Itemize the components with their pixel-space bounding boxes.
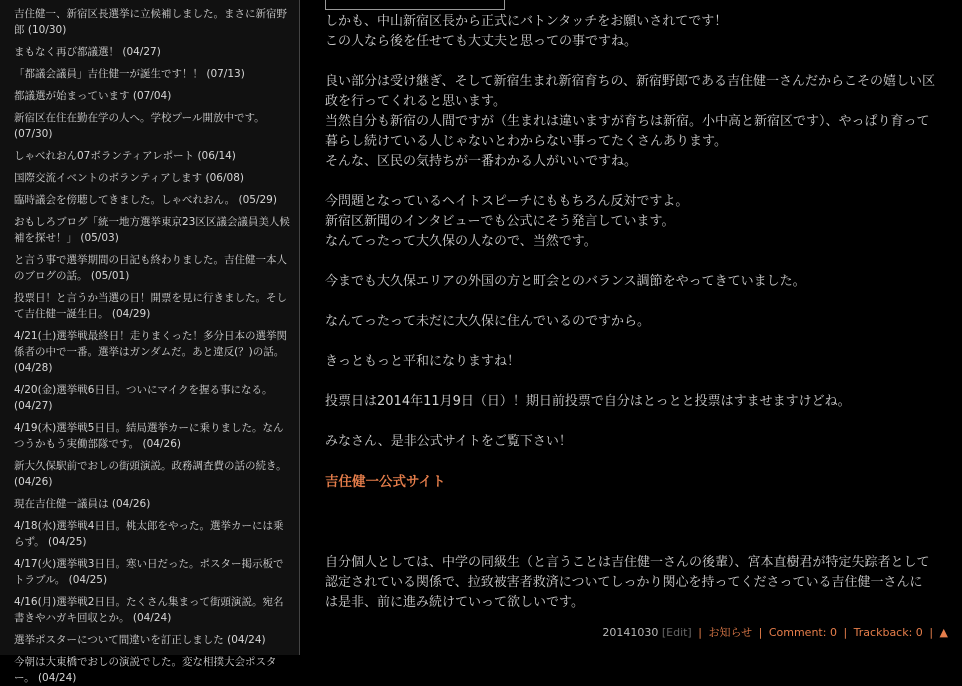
blank-line [325,292,935,312]
sidebar-post-title: 4/17(火)選挙戦3日目。寒い日だった。ポスター掲示板でトラブル。 [14,558,284,586]
article-paragraph: そんな、区民の気持ちが一番わかる人がいいですね。 [325,154,638,169]
sidebar-post-date: (04/24) [37,672,77,684]
blank-line [325,412,935,432]
blank-line [325,52,935,72]
sidebar-post-date: (04/28) [14,362,53,374]
sidebar-post-date: (05/29) [238,194,277,206]
blank-line [325,372,935,392]
sidebar-post-date: (04/25) [48,536,87,548]
top-box-divider [325,0,505,10]
sidebar-post-link[interactable] [14,556,299,588]
sidebar-post-title: 新宿区在住在勤在学の人へ。学校プール開放中です。 [14,112,265,124]
sidebar-post-title: 都議選が始まっています [14,90,130,102]
sidebar-post-date: (04/27) [14,400,53,412]
article-paragraph: 今問題となっているヘイトスピーチにももちろん反対ですよ。 [325,194,689,209]
sidebar-post-link[interactable] [14,110,299,142]
sidebar-post-link[interactable] [14,420,299,452]
sidebar-post-date: (04/26) [14,476,53,488]
sidebar-post-link[interactable] [14,632,299,648]
sidebar-post-date: (06/14) [197,150,236,162]
sidebar-post-title: 臨時議会を傍聴してきました。しゃべれおん。 [14,194,236,206]
sidebar-post-link[interactable] [14,594,299,626]
sidebar-post-title: 選挙ポスターについて間違いを訂正しました [14,634,224,646]
sidebar-post-link[interactable] [14,148,299,164]
blank-line [325,172,935,192]
article-paragraph: 新宿区新聞のインタビューでも公式にそう発言しています。 [325,214,675,229]
sidebar-post-link[interactable] [14,66,299,82]
sidebar-post-title: 4/19(木)選挙戦5日目。結局選挙カーに乗りました。なんつうかもう実働部隊です。 [14,422,284,450]
article-paragraph: しかも、中山新宿区長から正式にバトンタッチをお願いされてです！ [325,14,728,29]
sidebar-post-title: しゃべれおん07ボランティアレポート [14,150,195,162]
sidebar-post-link[interactable] [14,382,299,414]
blank-line [325,332,935,352]
sidebar-post-date: (04/25) [68,574,108,586]
sidebar-post-link[interactable] [14,214,299,246]
article-paragraph: 当然自分も新宿の人間ですが（生まれは違いますが育ちは新宿。小中高と新宿区です）、やっぱり育って暮らし続けている人じゃないとわからない事ってたくさんあります。 [325,114,930,149]
comment-link[interactable]: Comment: 0 [768,626,837,639]
main-content [300,0,962,655]
sidebar-post-date: (04/26) [111,498,151,510]
sidebar-post-title: 投票日！と言うか当選の日！開票を見に行きました。そして吉住健一誕生日。 [14,292,287,320]
sidebar-post-date: (06/08) [205,172,244,184]
sidebar-post-title: 国際交流イベントのボランティアします [14,172,203,184]
sidebar-post-title: と言う事で選挙期間の日記も終わりました。吉住健一本人のブログの話。 [14,254,287,282]
official-site-link[interactable]: 吉住健一公式サイト [325,474,446,490]
article-paragraph: 今までも大久保エリアの外国の方と町会とのバランス調節をやってきていました。 [325,274,806,289]
edit-link[interactable]: [Edit] [661,626,692,639]
trackback-link[interactable]: Trackback: 0 [853,626,923,639]
separator: | [758,626,763,639]
sidebar-post-title: おもしろブログ「統一地方選挙東京23区区議会議員美人候補を探せ！」 [14,216,290,244]
sidebar-post-link[interactable] [14,88,299,104]
sidebar-post-title: まもなく再び都議選！ [14,46,119,58]
sidebar-post-date: (07/13) [206,68,245,80]
sidebar-post-title: 吉住健一、新宿区長選挙に立候補しました。まさに新宿野郎 [14,8,287,36]
article-paragraph: なんてったって大久保の人なので、当然です。 [325,234,597,249]
article-paragraph: 良い部分は受け継ぎ、そして新宿生まれ新宿育ちの、新宿野郎である吉住健一さんだからこその嬉しい区政を行ってくれると思います。 [325,74,935,109]
sidebar-post-title: 現在吉住健一議員は [14,498,109,510]
sidebar-post-link[interactable] [14,170,299,186]
sidebar-post-date: (04/24) [132,612,172,624]
sidebar-post-link[interactable] [14,654,299,686]
article-paragraph: 自分個人としては、中学の同級生（と言うことは吉住健一さんの後輩）、宮本直樹君が特定失踪者として認定されている関係で、拉致被害者救済についてしっかり関心を持ってくださっている吉住健一さんには是非、前に進み続けていって欲しいです。 [325,555,930,610]
article-paragraph: きっともっと平和になりますね！ [325,354,521,369]
sidebar-post-link[interactable] [14,252,299,284]
separator: | [929,626,934,639]
sidebar-post-date: (04/24) [227,634,266,646]
article-paragraph: なんてったって未だに大久保に住んでいるのですから。 [325,314,651,329]
sidebar-post-link[interactable] [14,6,299,38]
sidebar-post-title: 4/20(金)選挙戦6日目。ついにマイクを握る事になる。 [14,384,273,396]
sidebar-post-link[interactable] [14,518,299,550]
article-body [325,0,935,613]
sidebar-post-title: 今朝は大東橋でおしの演説でした。変な相撲大会ポスター。 [14,656,277,684]
sidebar-post-date: (10/30) [27,24,67,36]
sidebar-post-link[interactable] [14,328,299,376]
sidebar-post-title: 「都議会議員」吉住健一が誕生です！！ [14,68,203,80]
sidebar-post-date: (04/27) [122,46,161,58]
page-top-icon[interactable]: ▲ [939,626,948,639]
post-date: 20141030 [602,626,659,639]
sidebar-post-link[interactable] [14,44,299,60]
sidebar-post-date: (04/29) [111,308,151,320]
separator: | [698,626,702,639]
article-paragraph: みなさん、是非公式サイトをご覧下さい！ [325,434,572,449]
sidebar-post-link[interactable] [14,458,299,490]
sidebar-post-date: (07/30) [14,128,53,140]
sidebar-recent-posts [0,0,300,684]
sidebar-post-title: 4/18(水)選挙戦4日目。桃太郎をやった。選挙カーには乗らず。 [14,520,284,548]
article-paragraph: この人なら後を任せても大丈夫と思っての事ですね。 [325,34,638,49]
sidebar-post-link[interactable] [14,290,299,322]
article-paragraph: 投票日は2014年11月9日（日）！期日前投票で自分はとっとと投票はすませますけどね。 [325,394,851,409]
separator: | [843,626,848,639]
sidebar-post-title: 4/16(月)選挙戦2日目。たくさん集まって街頭演説。宛名書きやハガキ回収とか。 [14,596,284,624]
sidebar-post-date: (04/26) [142,438,181,450]
sidebar-post-date: (05/03) [80,232,119,244]
sidebar-post-link[interactable] [14,192,299,208]
blank-line [325,252,935,272]
sidebar-post-date: (07/04) [132,90,172,102]
sidebar-post-link[interactable] [14,496,299,512]
post-footer [602,624,948,640]
sidebar-post-title: 4/21(土)選挙戦最終日！走りまくった！多分日本の選挙関係者の中で一番。選挙はガンダムだ。あと違反(？)の話。 [14,330,288,358]
category-link[interactable]: お知らせ [708,626,753,639]
sidebar-post-date: (05/01) [90,270,130,282]
sidebar-post-title: 新大久保駅前でおしの街頭演説。政務調査費の話の続き。 [14,460,287,472]
